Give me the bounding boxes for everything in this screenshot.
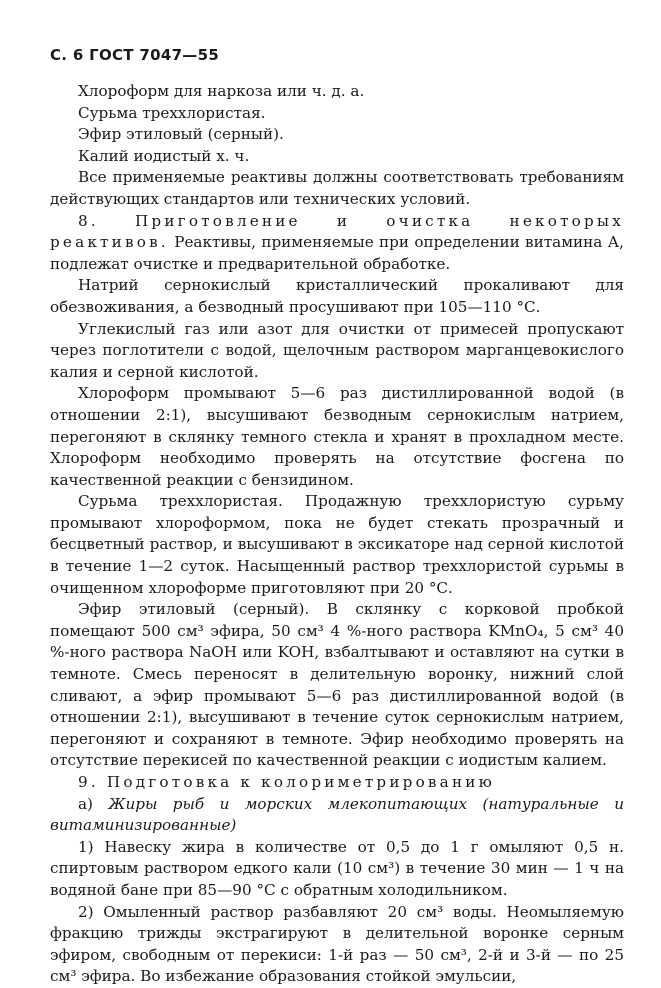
section-8-body: Реактивы, применяемые при определении витамина А, подлежат очистке и предварительной обработке. — [50, 233, 624, 273]
section-9-title-paragraph — [50, 772, 624, 794]
chloroform-paragraph: Хлороформ промывают 5—6 раз дистиллированной водой (в отношении 2:1), высушивают безводным сернокислым натрием, перегоняют в склянку темного стекла и хранят в прохладном месте. Хлороформ необходимо проверять на отсутствие фосгена по качественной реакции с бензидином. — [50, 384, 624, 489]
reagent-item: Сурьма треххлористая. — [78, 103, 266, 122]
reagent-item: Калий иодистый х. ч. — [78, 146, 250, 165]
reagents-requirements-paragraph: Все применяемые реактивы должны соответствовать требованиям действующих стандартов или технических условий. — [50, 168, 624, 208]
sodium-sulfate-paragraph: Натрий сернокислый кристаллический прокаливают для обезвоживания, а безводный просушивают при 105—110 °С. — [50, 276, 624, 316]
reagent-item: Эфир этиловый (серный). — [78, 125, 284, 144]
section-8-paragraph — [50, 211, 624, 276]
subsection-a-heading — [50, 794, 624, 837]
gas-purification-paragraph: Углекислый газ или азот для очистки от примесей пропускают через поглотители с водой, щелочным раствором марганцевокислого калия и серной кислотой. — [50, 319, 624, 381]
subsection-a-title: Жиры рыб и морских млекопитающих (натуральные и витаминизированные) — [50, 794, 624, 835]
antimony-paragraph: Сурьма треххлористая. Продажную треххлористую сурьму промывают хлороформом, пока не будет стекать прозрачный и бесцветный раствор, и высушивают в эксикаторе над серной кислотой в течение 1—2 суток. Насыщенный раствор треххлористой сурьмы в очищенном хлороформе приготовляют при 20 °С. — [50, 492, 624, 597]
page-header: С. 6 ГОСТ 7047—55 — [50, 46, 220, 64]
step-1-paragraph: 1) Навеску жира в количестве от 0,5 до 1 г омыляют 0,5 н. спиртовым раствором едкого кали (10 см³) в течение 30 мин — 1 ч на водяной бане при 85—90 °С с обратным холодильником. — [50, 837, 624, 899]
reagent-item: Хлороформ для наркоза или ч. д. а. — [78, 82, 365, 100]
section-9-title: 9. Подготовка к колориметрированию — [78, 773, 496, 791]
section-8-title: 8. Приготовление и очистка некоторых реактивов. — [50, 211, 624, 252]
ether-paragraph: Эфир этиловый (серный). В склянку с корковой пробкой помещают 500 см³ эфира, 50 см³ 4 %-ного раствора KMnO₄, 5 см³ 40 %-ного раствора NaOH или KOH, взбалтывают и оставляют на сутки в темноте. Смесь переносят в делительную воронку, нижний слой сливают, а эфир промывают 5—6 раз дистиллированной водой (в отношении 2:1), высушивают в течение суток сернокислым натрием, перегоняют и сохраняют в темноте. Эфир необходимо проверять на отсутствие перекисей по качественной реакции с иодистым калием. — [50, 600, 624, 770]
page-body — [50, 81, 624, 988]
step-2-paragraph: 2) Омыленный раствор разбавляют 20 см³ воды. Неомыляемую фракцию трижды экстрагируют в делительной воронке серным эфиром, свободным от перекиси: 1-й раз — 50 см³, 2-й и 3-й — по 25 см³ эфира. Во избежание образования стойкой эмульсии, — [50, 902, 624, 986]
subsection-a-prefix: а) — [78, 794, 109, 813]
